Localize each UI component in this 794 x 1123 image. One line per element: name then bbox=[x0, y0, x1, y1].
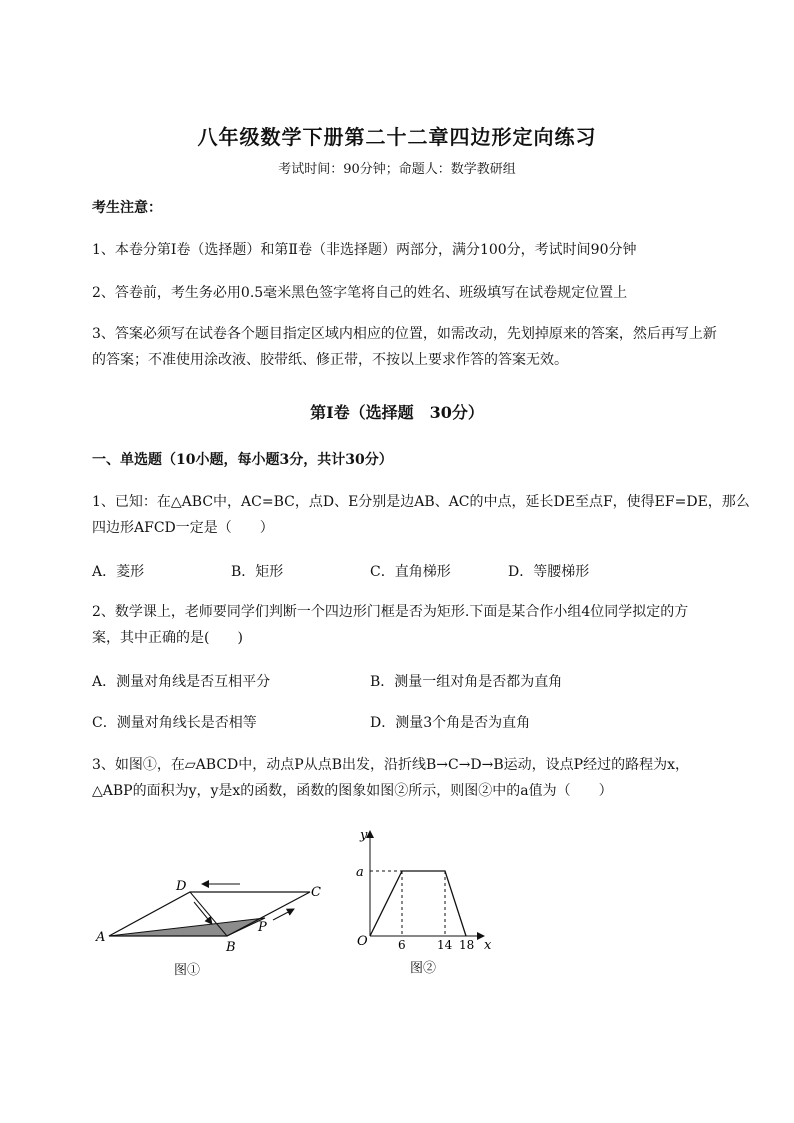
label-d: D bbox=[176, 879, 187, 894]
question-1-option-c[interactable]: C．直角梯形 bbox=[370, 564, 451, 580]
tick-14: 14 bbox=[437, 938, 453, 952]
arrow-d-to-b bbox=[194, 902, 212, 924]
notice-item-3-line2: 的答案；不准使用涂改液、胶带纸、修正带，不按以上要求作答的答案无效。 bbox=[92, 352, 568, 368]
notice-heading: 考生注意： bbox=[92, 200, 162, 216]
label-a: A bbox=[96, 930, 106, 945]
exam-info: 考试时间：90分钟；命题人：数学教研组 bbox=[278, 162, 516, 177]
question-3-line2: △ABP的面积为y，y是x的函数，函数的图象如图②所示，则图②中的a值为（ ） bbox=[92, 783, 613, 799]
question-2-line2: 案，其中正确的是( ) bbox=[92, 630, 243, 646]
tick-18: 18 bbox=[459, 938, 475, 952]
tick-6: 6 bbox=[398, 938, 406, 952]
notice-item-1: 1、本卷分第I卷（选择题）和第Ⅱ卷（非选择题）两部分，满分100分，考试时间90分钟 bbox=[92, 242, 637, 258]
question-1-option-b[interactable]: B．矩形 bbox=[231, 564, 284, 580]
arrow-p-direction bbox=[273, 909, 294, 920]
question-1-line1: 1、已知：在△ABC中，AC=BC，点D、E分别是边AB、AC的中点，延长DE至点F，使得EF=DE，那么 bbox=[92, 494, 750, 510]
notice-item-3-line1: 3、答案必须写在试卷各个题目指定区域内相应的位置，如需改动，先划掉原来的答案，然后再写上新 bbox=[92, 326, 717, 342]
figure-2-caption: 图② bbox=[410, 961, 437, 976]
page-title: 八年级数学下册第二十二章四边形定向练习 bbox=[197, 125, 597, 149]
label-a-value: a bbox=[356, 865, 364, 880]
figure-2-graph bbox=[352, 825, 502, 955]
label-x: x bbox=[484, 938, 492, 953]
question-2-option-b[interactable]: B．测量一组对角是否都为直角 bbox=[370, 674, 563, 690]
label-p: P bbox=[258, 920, 267, 935]
label-y: y bbox=[360, 828, 368, 843]
question-2-option-c[interactable]: C．测量对角线长是否相等 bbox=[92, 715, 257, 731]
question-2-option-a[interactable]: A．测量对角线是否互相平分 bbox=[92, 674, 271, 690]
notice-item-2: 2、答卷前，考生务必用0.5毫米黑色签字笔将自己的姓名、班级填写在试卷规定位置上 bbox=[92, 285, 628, 301]
question-1-option-d[interactable]: D．等腰梯形 bbox=[508, 564, 590, 580]
figure-1-parallelogram bbox=[90, 870, 330, 980]
volume-title: 第I卷（选择题 30分） bbox=[310, 403, 484, 422]
question-2-line1: 2、数学课上，老师要同学们判断一个四边形门框是否为矩形.下面是某合作小组4位同学拟定的方 bbox=[92, 604, 689, 620]
question-1-option-a[interactable]: A．菱形 bbox=[92, 564, 145, 580]
shaded-triangle-abp bbox=[109, 918, 265, 936]
question-3-line1: 3、如图①，在▱ABCD中，动点P从点B出发，沿折线B→C→D→B运动，设点P经过的路程为x， bbox=[92, 757, 689, 773]
label-origin: O bbox=[357, 934, 368, 949]
figure-1-caption: 图① bbox=[174, 963, 201, 978]
label-c: C bbox=[311, 885, 321, 900]
function-curve bbox=[370, 871, 466, 936]
label-b: B bbox=[226, 940, 236, 955]
question-1-line2: 四边形AFCD一定是（ ） bbox=[92, 520, 274, 536]
section-heading: 一、单选题（10小题，每小题3分，共计30分） bbox=[92, 452, 393, 468]
question-2-option-d[interactable]: D．测量3个角是否为直角 bbox=[370, 715, 531, 731]
